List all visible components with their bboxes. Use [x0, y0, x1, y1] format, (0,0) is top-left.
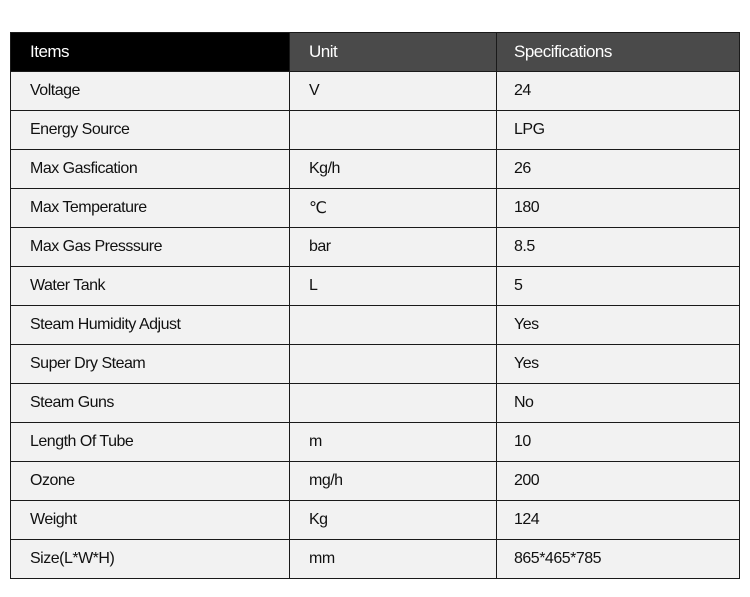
spec-cell: Yes: [497, 306, 740, 345]
spec-cell: 200: [497, 462, 740, 501]
unit-cell: [290, 345, 497, 384]
item-cell: Ozone: [11, 462, 290, 501]
unit-cell: Kg/h: [290, 150, 497, 189]
table-row: [11, 540, 740, 579]
unit-cell: V: [290, 72, 497, 111]
spec-cell: 26: [497, 150, 740, 189]
header-row: [11, 33, 740, 72]
spec-cell: 8.5: [497, 228, 740, 267]
table-row: [11, 228, 740, 267]
spec-cell: 5: [497, 267, 740, 306]
item-cell: Length Of Tube: [11, 423, 290, 462]
unit-cell: [290, 111, 497, 150]
unit-cell: Kg: [290, 501, 497, 540]
header-unit: Unit: [290, 33, 497, 72]
unit-cell: [290, 384, 497, 423]
item-cell: Steam Guns: [11, 384, 290, 423]
spec-cell: 24: [497, 72, 740, 111]
header-items: Items: [11, 33, 290, 72]
table-row: [11, 423, 740, 462]
item-cell: Max Gas Presssure: [11, 228, 290, 267]
unit-cell: m: [290, 423, 497, 462]
table-row: [11, 345, 740, 384]
table-row: [11, 150, 740, 189]
unit-cell: L: [290, 267, 497, 306]
unit-cell: mg/h: [290, 462, 497, 501]
spec-table: [10, 32, 740, 579]
item-cell: Voltage: [11, 72, 290, 111]
item-cell: Water Tank: [11, 267, 290, 306]
item-cell: Weight: [11, 501, 290, 540]
item-cell: Max Gasfication: [11, 150, 290, 189]
spec-cell: 10: [497, 423, 740, 462]
table-row: [11, 111, 740, 150]
item-cell: Max Temperature: [11, 189, 290, 228]
table-row: [11, 384, 740, 423]
header-specifications: Specifications: [497, 33, 740, 72]
spec-cell: No: [497, 384, 740, 423]
table-row: [11, 462, 740, 501]
spec-cell: 180: [497, 189, 740, 228]
item-cell: Energy Source: [11, 111, 290, 150]
item-cell: Super Dry Steam: [11, 345, 290, 384]
table-row: [11, 189, 740, 228]
table-row: [11, 72, 740, 111]
table-row: [11, 501, 740, 540]
spec-cell: 865*465*785: [497, 540, 740, 579]
unit-cell: mm: [290, 540, 497, 579]
table-row: [11, 267, 740, 306]
spec-cell: Yes: [497, 345, 740, 384]
unit-cell: ℃: [290, 189, 497, 228]
item-cell: Size(L*W*H): [11, 540, 290, 579]
spec-cell: LPG: [497, 111, 740, 150]
spec-cell: 124: [497, 501, 740, 540]
unit-cell: [290, 306, 497, 345]
unit-cell: bar: [290, 228, 497, 267]
table-row: [11, 306, 740, 345]
item-cell: Steam Humidity Adjust: [11, 306, 290, 345]
